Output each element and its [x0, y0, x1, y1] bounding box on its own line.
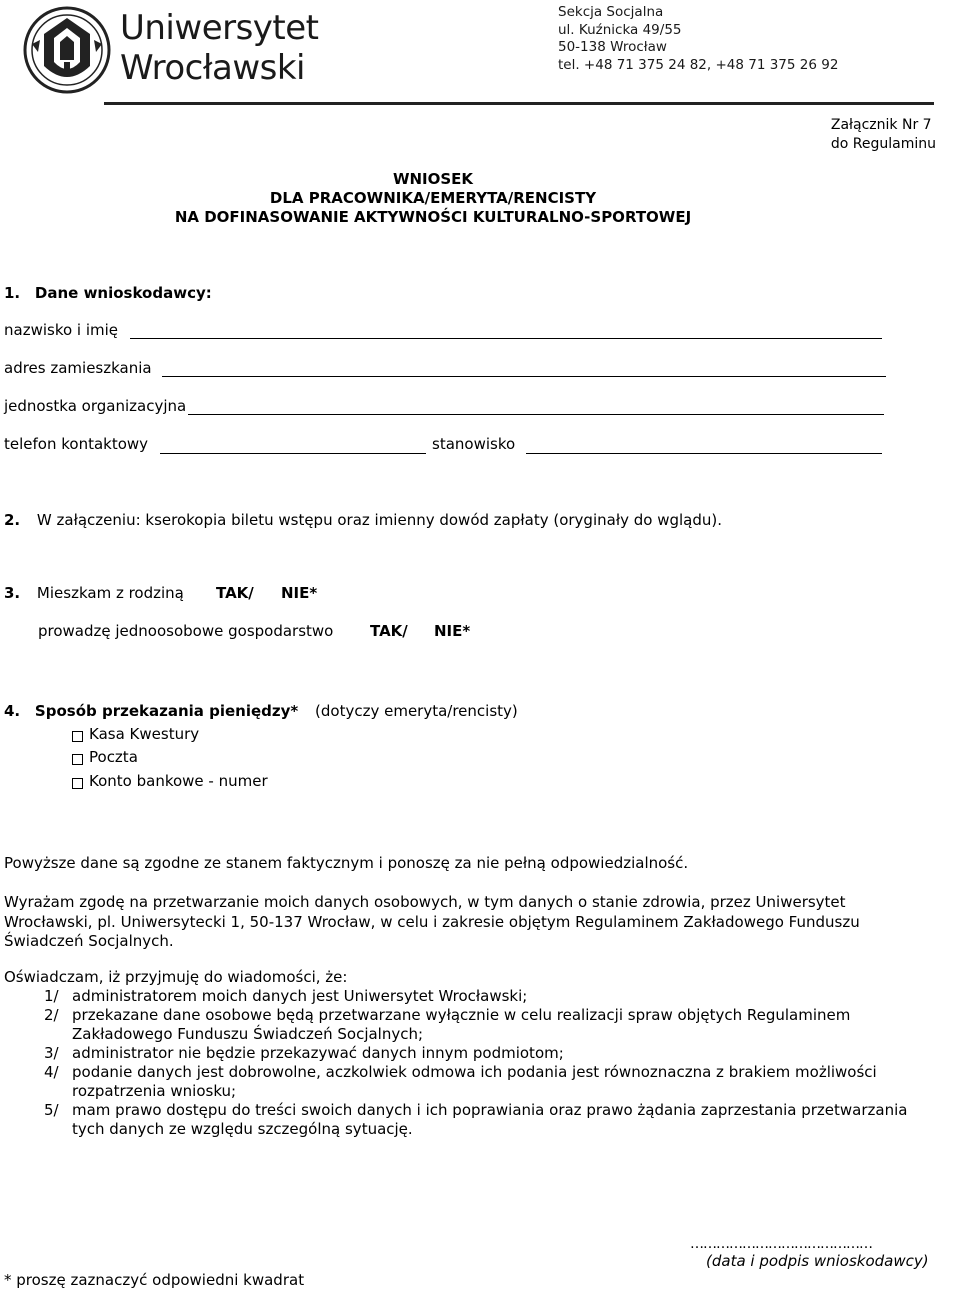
- list-item-text: administrator nie będzie przekazywać danych innym podmiotom;: [72, 1044, 564, 1062]
- annex-number: Załącznik Nr 7: [830, 117, 932, 133]
- list-item-text: rozpatrzenia wniosku;: [72, 1082, 237, 1100]
- cashier-option-label: Kasa Kwestury: [89, 725, 200, 743]
- phone-label: telefon kontaktowy: [4, 435, 149, 453]
- list-item-text: tych danych ze względu szczególną sytuację.: [72, 1120, 413, 1138]
- post-option-label: Poczta: [89, 748, 138, 766]
- bank-account-checkbox[interactable]: [72, 778, 83, 789]
- list-item-text: Zakładowego Funduszu Świadczeń Socjalnych;: [72, 1025, 424, 1043]
- section-4-title: Sposób przekazania pieniędzy*: [34, 702, 299, 720]
- family-question: Mieszkam z rodziną: [36, 584, 184, 602]
- list-item-number: 1/: [44, 987, 59, 1005]
- list-item-text: podanie danych jest dobrowolne, aczkolwiek odmowa ich podania jest równoznaczna z brakiem możliwości: [72, 1063, 877, 1081]
- annex-regulation: do Regulaminu: [830, 136, 936, 152]
- list-item: [4, 987, 934, 1006]
- consent-line-1: Wyrażam zgodę na przetwarzanie moich danych osobowych, w tym danych o stanie zdrowia, przez Uniwersytet: [4, 893, 846, 911]
- section-3-row-1: [4, 584, 184, 602]
- title-line-2: DLA PRACOWNIKA/EMERYTA/RENCISTY: [269, 189, 597, 207]
- header-divider: [104, 102, 934, 105]
- contact-city: 50-138 Wrocław: [558, 39, 667, 55]
- annex-label: [831, 116, 936, 154]
- phone-field[interactable]: [160, 453, 426, 454]
- contact-street: ul. Kuźnicka 49/55: [558, 21, 682, 38]
- list-item: [4, 1063, 934, 1101]
- list-item-number: 4/: [44, 1063, 59, 1081]
- household-yes-option[interactable]: TAK/: [370, 622, 408, 640]
- section-4-note: (dotyczy emeryta/rencisty): [315, 702, 518, 720]
- list-item-text: przekazane dane osobowe będą przetwarzane wyłącznie w celu realizacji spraw objętych Regulaminem: [72, 1006, 851, 1024]
- list-item-number: 3/: [44, 1044, 59, 1062]
- family-no-option[interactable]: NIE*: [281, 584, 318, 602]
- contact-block: [558, 4, 838, 74]
- section-4-heading: [4, 702, 518, 720]
- list-item: [4, 1101, 934, 1139]
- section-2: [4, 511, 722, 529]
- name-label: nazwisko i imię: [4, 321, 119, 339]
- position-label: stanowisko: [432, 435, 516, 453]
- section-2-text: W załączeniu: kserokopia biletu wstępu oraz imienny dowód zapłaty (oryginały do wglądu).: [36, 511, 722, 529]
- university-name-line1: Uniwersytet: [120, 8, 319, 48]
- list-item-number: 5/: [44, 1101, 59, 1119]
- signature-line[interactable]: ……………………………………: [690, 1236, 872, 1252]
- document-title: [0, 170, 960, 227]
- bank-account-option-label: Konto bankowe - numer: [89, 772, 268, 790]
- list-item-text: administratorem moich danych jest Uniwersytet Wrocławski;: [72, 987, 528, 1005]
- contact-department: Sekcja Socjalna: [558, 4, 664, 20]
- declaration-list: [4, 987, 934, 1139]
- truth-statement: Powyższe dane są zgodne ze stanem faktycznym i ponoszę za nie pełną odpowiedzialność.: [4, 854, 689, 872]
- contact-phone: tel. +48 71 375 24 82, +48 71 375 26 92: [558, 56, 839, 73]
- section-4-number: 4.: [4, 702, 21, 720]
- footnote: * proszę zaznaczyć odpowiedni kwadrat: [4, 1271, 305, 1289]
- list-item-number: 2/: [44, 1006, 59, 1024]
- single-household-question: prowadzę jednoosobowe gospodarstwo: [38, 622, 334, 640]
- consent-statement: [4, 893, 860, 952]
- declaration-intro: Oświadczam, iż przyjmuję do wiadomości, że:: [4, 968, 348, 986]
- consent-line-2: Wrocławski, pl. Uniwersytecki 1, 50-137 Wrocław, w celu i zakresie objętym Regulaminem Zakładowego Funduszu: [4, 912, 860, 931]
- list-item: [4, 1044, 934, 1063]
- section-1-heading: [4, 284, 212, 302]
- university-logo: [22, 4, 112, 100]
- university-name-line2: Wrocławski: [120, 48, 305, 88]
- position-field[interactable]: [526, 453, 882, 454]
- section-3-number: 3.: [4, 584, 21, 602]
- signature-label: (data i podpis wnioskodawcy): [706, 1252, 929, 1270]
- university-name: [120, 8, 319, 88]
- title-line-1: WNIOSEK: [392, 170, 474, 188]
- section-1-number: 1.: [4, 284, 21, 302]
- household-no-option[interactable]: NIE*: [434, 622, 471, 640]
- consent-line-3: Świadczeń Socjalnych.: [4, 932, 174, 950]
- unit-label: jednostka organizacyjna: [4, 397, 187, 415]
- address-label: adres zamieszkania: [4, 359, 152, 377]
- cashier-checkbox[interactable]: [72, 731, 83, 742]
- unit-field[interactable]: [188, 414, 884, 415]
- post-checkbox[interactable]: [72, 754, 83, 765]
- list-item-text: mam prawo dostępu do treści swoich danych i ich poprawiania oraz prawo żądania zaprzestania przetwarzania: [72, 1101, 908, 1119]
- section-2-number: 2.: [4, 511, 21, 529]
- list-item: [4, 1006, 934, 1044]
- title-line-3: NA DOFINASOWANIE AKTYWNOŚCI KULTURALNO-SPORTOWEJ: [174, 208, 692, 226]
- address-field[interactable]: [162, 376, 886, 377]
- name-field[interactable]: [130, 338, 882, 339]
- family-yes-option[interactable]: TAK/: [216, 584, 254, 602]
- section-1-title: Dane wnioskodawcy:: [34, 284, 212, 302]
